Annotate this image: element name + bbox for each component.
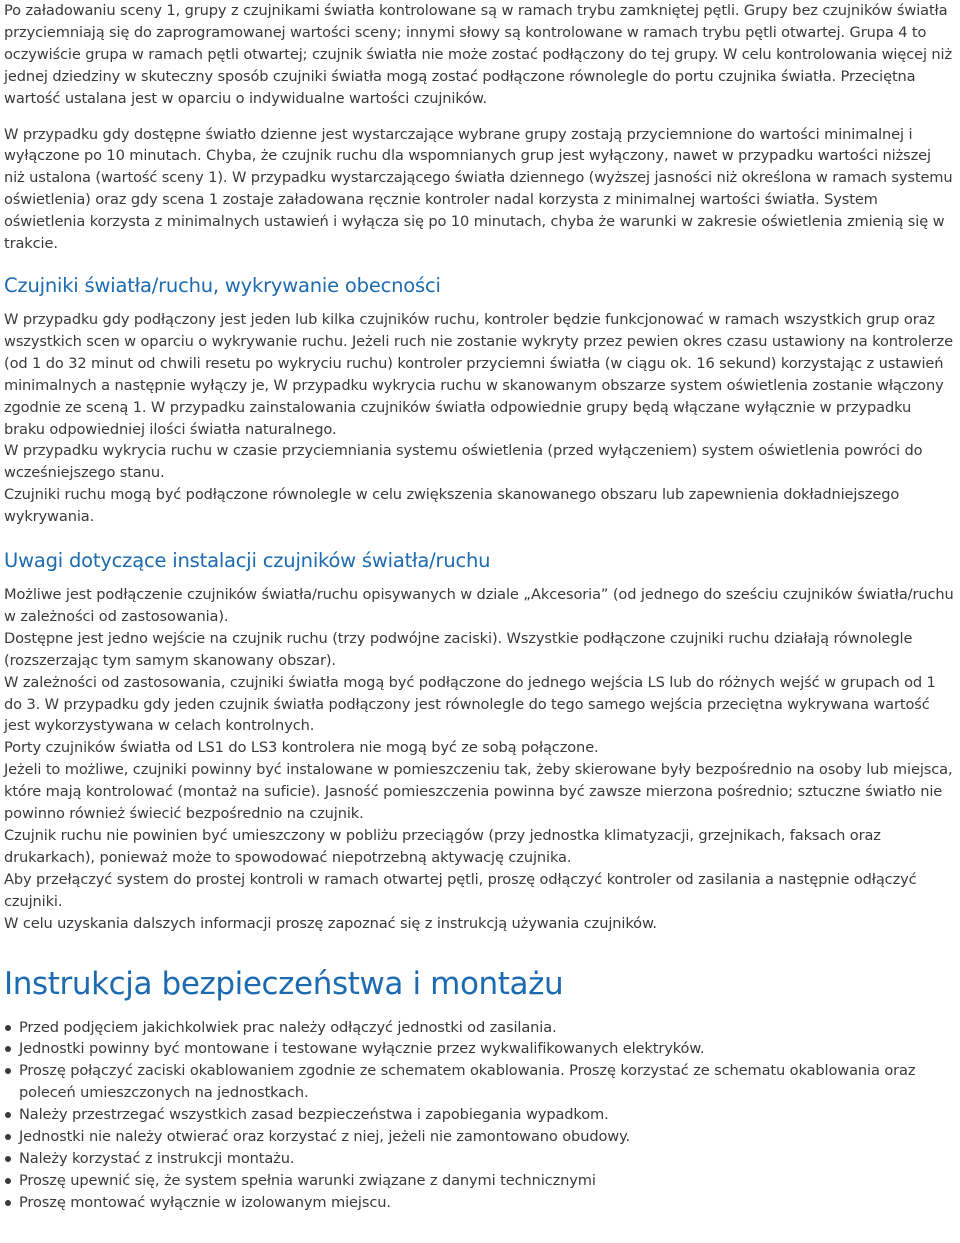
installation-paragraph: Czujnik ruchu nie powinien być umieszczony w pobliżu przeciągów (przy jednostka klimatyzacji, grzejnikach, faksach oraz drukarkach), ponieważ może to spowodować niepotrzebną aktywację czujnika. bbox=[4, 827, 881, 866]
list-item-text: Proszę montować wyłącznie w izolowanym miejscu. bbox=[19, 1193, 391, 1211]
list-item-text: Należy korzystać z instrukcji montażu. bbox=[19, 1149, 295, 1167]
installation-paragraph: W celu uzyskania dalszych informacji proszę zapoznać się z instrukcją używania czujników. bbox=[4, 914, 657, 932]
list-item-text: Proszę upewnić się, że system spełnia warunki związane z danymi technicznymi bbox=[19, 1171, 596, 1189]
document-page bbox=[4, 0, 956, 1214]
bullet-icon bbox=[5, 1068, 11, 1074]
bullet-icon bbox=[5, 1178, 11, 1184]
installation-paragraph: Aby przełączyć system do prostej kontroli w ramach otwartej pętli, proszę odłączyć kontroler od zasilania a następnie odłączyć czujniki. bbox=[4, 870, 917, 910]
intro-paragraph-1: Po załadowaniu sceny 1, grupy z czujnikami światła kontrolowane są w ramach trybu zamkniętej pętli. Grupy bez czujników światła przyciemniają się do zaprogramowanej wartości sceny; innymi słowy są kontrolowane w ramach trybu pętli otwartej. Grupa 4 to oczywiście grupa w ramach pętli otwartej; czujnik światła nie może zostać podłączony do tej grupy. W celu kontrolowania więcej niż jednej dziedziny w skuteczny sposób czujniki światła mogą zostać podłączone równolegle do portu czujnika światła. Przeciętna wartość ustalana jest w oparciu o indywidualne wartości czujników. bbox=[4, 2, 953, 107]
bullet-icon bbox=[5, 1156, 11, 1162]
installation-paragraph: Jeżeli to możliwe, czujniki powinny być instalowane w pomieszczeniu tak, żeby skierowane były bezpośrednio na osoby lub miejsca, które mają kontrolować (montaż na suficie). Jasność pomieszczenia powinna być zawsze mierzona pośrednio; sztuczne światło nie powinno również świecić bezpośrednio na czujnik. bbox=[4, 761, 953, 823]
bullet-icon bbox=[5, 1134, 11, 1140]
installation-paragraph: Możliwe jest podłączenie czujników światła/ruchu opisywanych w dziale „Akcesoria” (od jednego do sześciu czujników światła/ruchu w zależności od zastosowania). bbox=[4, 586, 954, 625]
list-item-text: Przed podjęciem jakichkolwiek prac należy odłączyć jednostki od zasilania. bbox=[19, 1018, 557, 1036]
list-item bbox=[4, 1017, 956, 1039]
page-title-safety: Instrukcja bezpieczeństwa i montażu bbox=[4, 965, 564, 1002]
section-body-sensors bbox=[4, 309, 956, 528]
installation-paragraph: W zależności od zastosowania, czujniki światła mogą być podłączone do jednego wejścia LS lub do różnych wejść w grupach od 1 do 3. W przypadku gdy jeden czujnik światła podłączony jest równolegle do tego samego wejścia przeciętna wykrywana wartość jest wykorzystywana w celach kontrolnych. bbox=[4, 673, 936, 735]
safety-bullet-list bbox=[4, 1017, 956, 1214]
list-item bbox=[4, 1170, 956, 1192]
list-item bbox=[4, 1126, 956, 1148]
list-item bbox=[4, 1192, 956, 1214]
section-heading-installation: Uwagi dotyczące instalacji czujników światła/ruchu bbox=[4, 549, 491, 573]
bullet-icon bbox=[5, 1046, 11, 1052]
list-item-text: Należy przestrzegać wszystkich zasad bezpieczeństwa i zapobiegania wypadkom. bbox=[19, 1106, 609, 1124]
list-item-text: Jednostki nie należy otwierać oraz korzystać z niej, jeżeli nie zamontowano obudowy. bbox=[19, 1128, 631, 1146]
section-body-installation bbox=[4, 584, 956, 935]
list-item bbox=[4, 1104, 956, 1126]
list-item-text: Jednostki powinny być montowane i testowane wyłącznie przez wykwalifikowanych elektryków. bbox=[19, 1040, 705, 1058]
bullet-icon bbox=[5, 1200, 11, 1206]
installation-paragraph: Porty czujników światła od LS1 do LS3 kontrolera nie mogą być ze sobą połączone. bbox=[4, 739, 599, 757]
bullet-icon bbox=[5, 1025, 11, 1031]
intro-paragraph-2: W przypadku gdy dostępne światło dzienne jest wystarczające wybrane grupy zostają przyciemnione do wartości minimalnej i wyłączone po 10 minutach. Chyba, że czujnik ruchu dla wspomnianych grup jest wyłączony, nawet w przypadku wartości niższej niż ustalona (wartość sceny 1). W przypadku wystarczającego światła dziennego (wyższej jasności niż określona w ramach systemu oświetlenia) oraz gdy scena 1 zostaje załadowana ręcznie kontroler nadal korzysta z minimalnej wartości światła. System oświetlenia korzysta z minimalnych ustawień i wyłącza się po 10 minutach, chyba że warunki w zakresie oświetlenia zmienią się w trakcie. bbox=[4, 125, 953, 253]
list-item-text: Proszę połączyć zaciski okablowaniem zgodnie ze schematem okablowania. Proszę korzystać ze schematu okablowania oraz poleceń umieszczonych na jednostkach. bbox=[19, 1062, 916, 1102]
sensors-paragraph: Czujniki ruchu mogą być podłączone równolegle w celu zwiększenia skanowanego obszaru lub zapewnienia dokładniejszego wykrywania. bbox=[4, 486, 900, 526]
sensors-paragraph: W przypadku wykrycia ruchu w czasie przyciemniania systemu oświetlenia (przed wyłączeniem) system oświetlenia powróci do wcześniejszego stanu. bbox=[4, 442, 923, 482]
installation-paragraph: Dostępne jest jedno wejście na czujnik ruchu (trzy podwójne zaciski). Wszystkie podłączone czujniki ruchu działają równolegle (rozszerzając tym samym skanowany obszar). bbox=[4, 629, 913, 669]
bullet-icon bbox=[5, 1112, 11, 1118]
list-item bbox=[4, 1038, 956, 1060]
list-item bbox=[4, 1148, 956, 1170]
list-item bbox=[4, 1060, 956, 1104]
section-heading-sensors: Czujniki światła/ruchu, wykrywanie obecności bbox=[4, 273, 441, 297]
sensors-paragraph: W przypadku gdy podłączony jest jeden lub kilka czujników ruchu, kontroler będzie funkcjonować w ramach wszystkich grup oraz wszystkich scen w oparciu o wykrywanie ruchu. Jeżeli ruch nie zostanie wykryty przez pewien okres czasu ustawiony na kontrolerze (od 1 do 32 minut od chwili resetu po wykryciu ruchu) kontroler przyciemni światła (w ciągu ok. 16 sekund) korzystając z ustawień minimalnych a następnie wyłączy je, W przypadku wykrycia ruchu w skanowanym obszarze system oświetlenia zostanie włączony zgodnie ze sceną 1. W przypadku zainstalowania czujników światła odpowiednie grupy będą włączane wyłącznie w przypadku braku odpowiedniej ilości światła naturalnego. bbox=[4, 310, 953, 438]
